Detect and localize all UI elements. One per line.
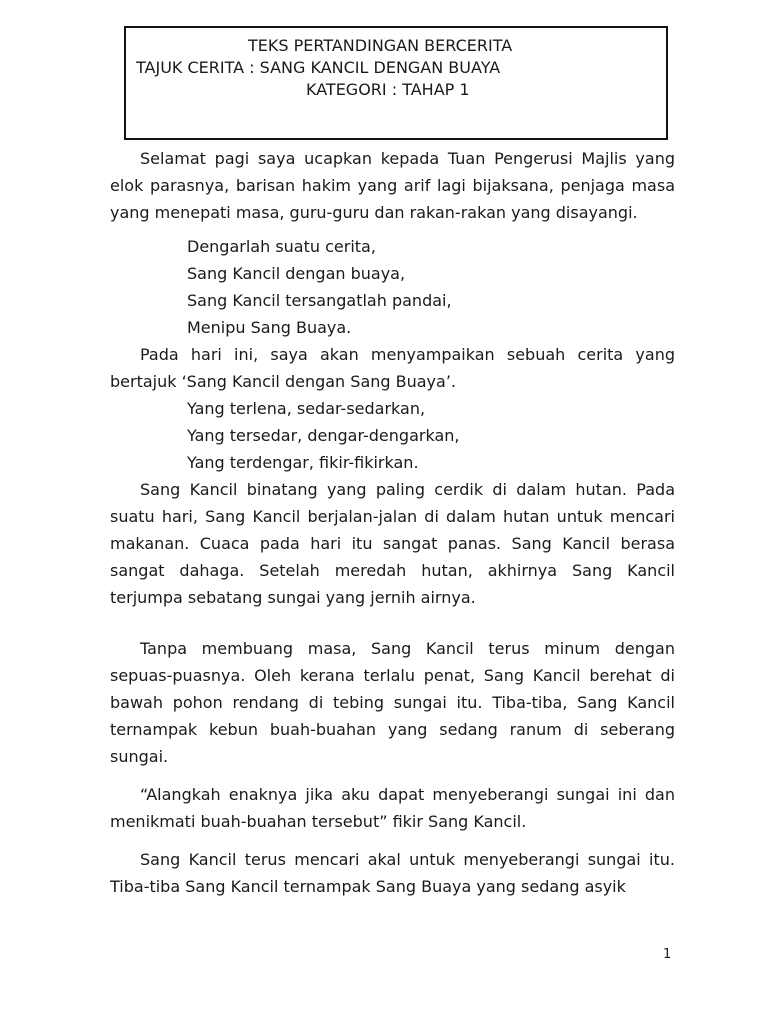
intro-paragraph: Pada hari ini, saya akan menyampaikan sebuah cerita yang bertajuk ‘Sang Kancil dengan Sang Buaya’. [110, 345, 675, 391]
opening-verse [110, 233, 675, 341]
document-title: TEKS PERTANDINGAN BERCERITA [248, 36, 513, 55]
verse-line: Yang terdengar, fikir-fikirkan. [187, 453, 419, 472]
verse-line: Menipu Sang Buaya. [187, 318, 352, 337]
greeting-paragraph: Selamat pagi saya ucapkan kepada Tuan Pengerusi Majlis yang elok parasnya, barisan hakim yang arif lagi bijaksana, penjaga masa yang menepati masa, guru-guru dan rakan-rakan yang disayangi. [110, 149, 675, 222]
verse-line: Sang Kancil tersangatlah pandai, [187, 291, 452, 310]
story-paragraph: Tanpa membuang masa, Sang Kancil terus minum dengan sepuas-puasnya. Oleh kerana terlalu penat, Sang Kancil berehat di bawah pohon rendang di tebing sungai itu. Tiba-tiba, Sang Kancil ternampak kebun buah-buahan yang sedang ranum di seberang sungai. [110, 639, 675, 766]
title-box [124, 26, 668, 140]
story-paragraph: Sang Kancil binatang yang paling cerdik di dalam hutan. Pada suatu hari, Sang Kancil berjalan-jalan di dalam hutan untuk mencari makanan. Cuaca pada hari itu sangat panas. Sang Kancil berasa sangat dahaga. Setelah meredah hutan, akhirnya Sang Kancil terjumpa sebatang sungai yang jernih airnya. [110, 480, 675, 607]
verse-line: Yang terlena, sedar-sedarkan, [187, 399, 426, 418]
verse-line: Dengarlah suatu cerita, [187, 237, 376, 256]
category-label: KATEGORI : TAHAP 1 [306, 80, 470, 99]
second-verse [110, 395, 675, 476]
story-title: TAJUK CERITA : SANG KANCIL DENGAN BUAYA [136, 58, 501, 77]
quote-paragraph: “Alangkah enaknya jika aku dapat menyeberangi sungai ini dan menikmati buah-buahan tersebut” fikir Sang Kancil. [110, 785, 675, 831]
verse-line: Sang Kancil dengan buaya, [187, 264, 406, 283]
verse-line: Yang tersedar, dengar-dengarkan, [187, 426, 460, 445]
story-paragraph: Sang Kancil terus mencari akal untuk menyeberangi sungai itu. Tiba-tiba Sang Kancil ternampak Sang Buaya yang sedang asyik [110, 850, 675, 896]
page-number: 1 [663, 947, 672, 962]
story-body [110, 145, 675, 900]
